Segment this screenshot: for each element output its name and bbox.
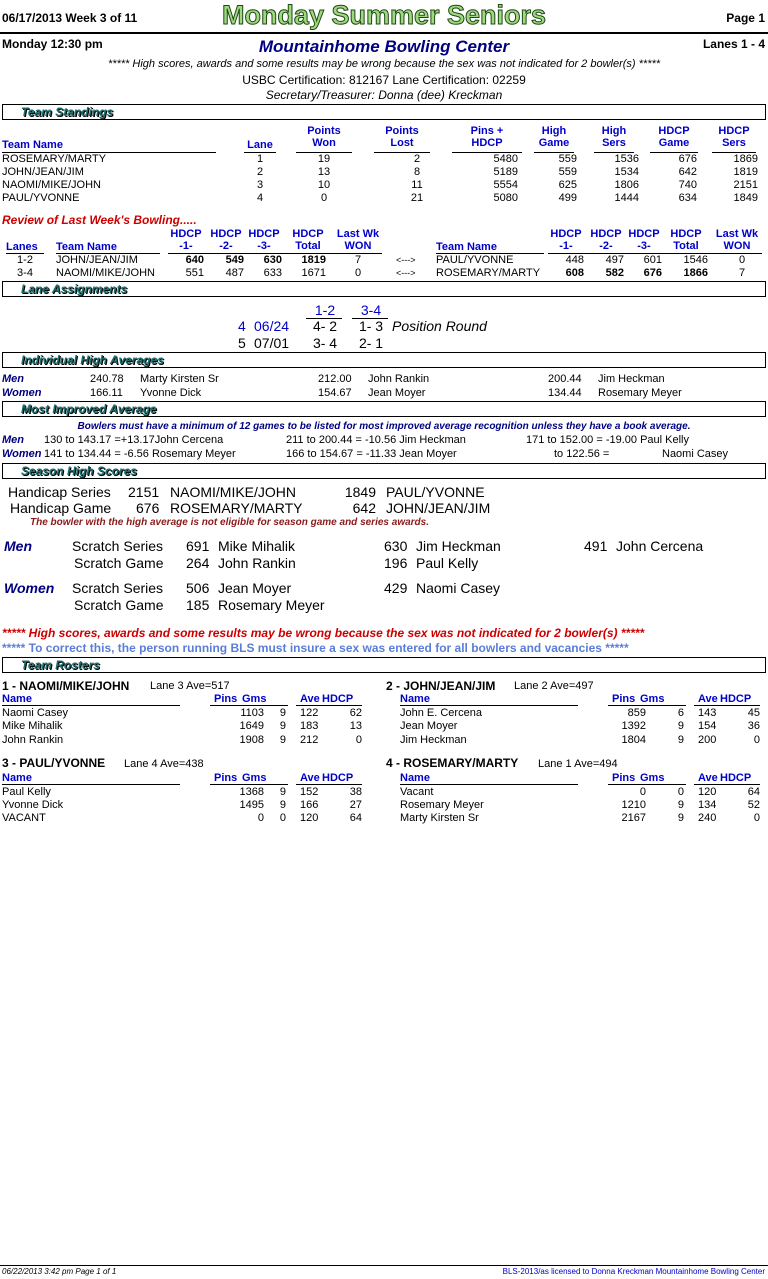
lane-col-1-2: 1-2: [314, 302, 336, 318]
review-col-og1: HDCP -1-: [550, 228, 582, 252]
warning-blue: ***** To correct this, the person running BLS must insure a sex was entered for all bowlers and vacancies *****: [2, 641, 629, 655]
most-improved-header: Most Improved Average: [2, 401, 766, 417]
team-standings-header: Team Standings: [2, 104, 766, 120]
warning-red: ***** High scores, awards and some results may be wrong because the sex was not indicated for 2 bowler(s) *****: [2, 626, 645, 640]
review-col-total: HDCP Total: [292, 228, 324, 252]
season-note: The bowler with the high average is not eligible for season game and series awards.: [30, 517, 429, 528]
roster-team-info: Lane 1 Ave=494: [538, 758, 618, 770]
high-avg-men-label: Men: [2, 373, 24, 385]
page-number: Page 1: [726, 11, 765, 25]
review-col-lanes: Lanes: [6, 241, 38, 253]
improved-women-label: Women: [2, 448, 42, 460]
roster-team-info: Lane 3 Ave=517: [150, 680, 230, 692]
center-name: Mountainhome Bowling Center: [258, 37, 510, 56]
roster-team-title: 1 - NAOMI/MIKE/JOHN: [2, 679, 130, 693]
review-col-og3: HDCP -3-: [628, 228, 660, 252]
col-high-game: High Game: [538, 125, 570, 149]
lane-assignments-header: Lane Assignments: [2, 281, 766, 297]
improved-men-label: Men: [2, 434, 24, 446]
col-points-won: Points Won: [307, 125, 341, 149]
roster-team-title: 4 - ROSEMARY/MARTY: [386, 756, 519, 770]
team-rosters-header: Team Rosters: [2, 657, 766, 673]
review-col-ototal: HDCP Total: [670, 228, 702, 252]
review-col-owon: Last Wk WON: [715, 228, 759, 252]
review-col-og2: HDCP -2-: [590, 228, 622, 252]
col-pins-hdcp: Pins + HDCP: [470, 125, 504, 149]
league-title: Monday Summer Seniors: [221, 0, 547, 30]
roster-team-info: Lane 4 Ave=438: [124, 758, 204, 770]
col-team-name: Team Name: [2, 139, 63, 151]
lanes-range: Lanes 1 - 4: [702, 37, 765, 51]
season-high-header: Season High Scores: [2, 463, 766, 479]
col-lane: Lane: [247, 139, 273, 151]
col-points-lost: Points Lost: [385, 125, 419, 149]
day-time: Monday 12:30 pm: [2, 37, 103, 51]
review-title: Review of Last Week's Bowling.....: [2, 213, 197, 227]
review-col-team: Team Name: [56, 241, 117, 253]
roster-team-title: 3 - PAUL/YVONNE: [2, 756, 106, 770]
roster-team-title: 2 - JOHN/JEAN/JIM: [386, 679, 496, 693]
roster-team-info: Lane 2 Ave=497: [514, 680, 594, 692]
season-men-label: Men: [4, 538, 32, 554]
col-hdcp-game: HDCP Game: [658, 125, 690, 149]
col-high-sers: High Sers: [601, 125, 627, 149]
review-col-g1: HDCP -1-: [170, 228, 202, 252]
date-week: 06/17/2013 Week 3 of 11: [2, 11, 138, 25]
improved-note: Bowlers must have a minimum of 12 games to be listed for most improved average recognition unless they have a book average.: [77, 421, 691, 432]
footer-left: 06/22/2013 3:42 pm Page 1 of 1: [2, 1267, 117, 1276]
header-warning: ***** High scores, awards and some results may be wrong because the sex was not indicated for 2 bowler(s) *****: [107, 58, 661, 70]
high-averages-header: Individual High Averages: [2, 352, 766, 368]
footer-right: BLS-2013/as licensed to Donna Kreckman Mountainhome Bowling Center: [502, 1267, 765, 1276]
high-avg-women-label: Women: [2, 387, 42, 399]
review-col-g2: HDCP -2-: [210, 228, 242, 252]
review-col-g3: HDCP -3-: [248, 228, 280, 252]
review-col-opp-team: Team Name: [436, 241, 497, 253]
secretary: Secretary/Treasurer: Donna (dee) Kreckman: [265, 88, 503, 102]
col-hdcp-sers: HDCP Sers: [718, 125, 750, 149]
season-women-label: Women: [4, 580, 55, 596]
certifications: USBC Certification: 812167 Lane Certification: 02259: [242, 73, 526, 87]
lane-col-3-4: 3-4: [360, 302, 382, 318]
review-col-lastwk: Last Wk WON: [336, 228, 380, 252]
